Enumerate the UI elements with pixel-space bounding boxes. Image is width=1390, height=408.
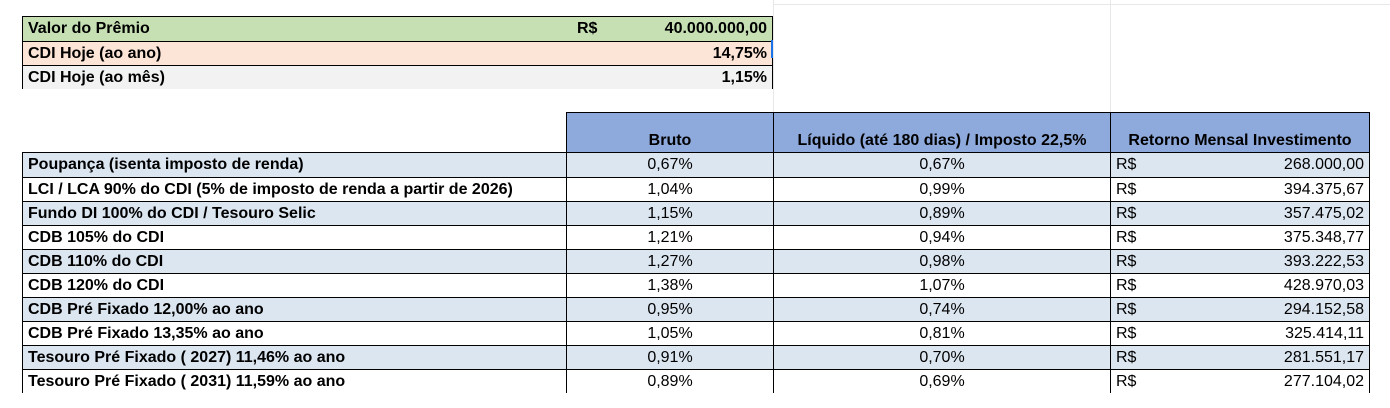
row-currency: R$ xyxy=(1116,156,1137,173)
row-retorno[interactable]: 357.475,02 xyxy=(1283,204,1364,222)
row-retorno[interactable]: 325.414,11 xyxy=(1285,324,1364,342)
table-row xyxy=(23,177,1369,201)
header-retorno[interactable]: Retorno Mensal Investimento xyxy=(1128,132,1352,149)
row-liquido[interactable]: 0,94% xyxy=(919,228,965,246)
premio-currency: R$ xyxy=(577,20,598,37)
row-bruto[interactable]: 1,04% xyxy=(647,180,693,198)
row-bruto[interactable]: 1,21% xyxy=(647,228,693,246)
premio-value[interactable]: 40.000.000,00 xyxy=(664,20,767,37)
cdi-ano-label[interactable]: CDI Hoje (ao ano) xyxy=(28,44,162,62)
row-bruto[interactable]: 1,27% xyxy=(647,252,693,270)
row-currency: R$ xyxy=(1116,324,1137,342)
table-row xyxy=(23,153,1369,177)
table-row xyxy=(23,369,1369,393)
table-row xyxy=(23,297,1369,321)
gridline xyxy=(773,4,1390,5)
row-bruto[interactable]: 1,15% xyxy=(647,204,693,222)
row-currency: R$ xyxy=(1116,372,1137,390)
column-divider xyxy=(1110,153,1111,177)
table-row xyxy=(23,225,1369,249)
row-name[interactable]: CDB Pré Fixado 13,35% ao ano xyxy=(28,324,264,342)
column-divider xyxy=(1110,226,1111,249)
row-bruto[interactable]: 0,91% xyxy=(647,348,693,366)
column-divider xyxy=(1110,202,1111,225)
row-liquido[interactable]: 0,89% xyxy=(919,204,965,222)
summary-table xyxy=(22,16,773,89)
column-divider xyxy=(1110,250,1111,273)
row-retorno[interactable]: 393.222,53 xyxy=(1283,252,1364,270)
premio-row xyxy=(23,17,772,41)
row-name[interactable]: LCI / LCA 90% do CDI (5% de imposto de renda a partir de 2026) xyxy=(28,180,513,198)
row-name[interactable]: Tesouro Pré Fixado ( 2027) 11,46% ao ano xyxy=(28,348,346,366)
table-header xyxy=(566,112,1370,153)
header-liquido[interactable]: Líquido (até 180 dias) / Imposto 22,5% xyxy=(797,132,1087,149)
row-name[interactable]: Fundo DI 100% do CDI / Tesouro Selic xyxy=(28,204,316,222)
row-bruto[interactable]: 0,67% xyxy=(647,156,693,173)
cell-cursor xyxy=(771,40,773,58)
row-liquido[interactable]: 0,81% xyxy=(919,324,965,342)
column-divider xyxy=(1110,346,1111,369)
cdi-ano-row xyxy=(23,41,772,65)
cdi-ano-value[interactable]: 14,75% xyxy=(712,44,767,62)
table-row xyxy=(23,321,1369,345)
row-bruto[interactable]: 0,89% xyxy=(647,372,693,390)
column-divider xyxy=(1110,178,1111,201)
row-bruto[interactable]: 0,95% xyxy=(647,300,693,318)
row-name[interactable]: CDB 120% do CDI xyxy=(28,276,165,294)
row-name[interactable]: CDB Pré Fixado 12,00% ao ano xyxy=(28,300,264,318)
header-bruto[interactable]: Bruto xyxy=(648,132,692,149)
row-currency: R$ xyxy=(1116,228,1137,246)
cdi-mes-label[interactable]: CDI Hoje (ao mês) xyxy=(28,68,165,86)
row-liquido[interactable]: 0,74% xyxy=(919,300,965,318)
table-row xyxy=(23,201,1369,225)
row-liquido[interactable]: 1,07% xyxy=(919,276,965,294)
row-retorno[interactable]: 375.348,77 xyxy=(1283,228,1364,246)
table-row xyxy=(23,249,1369,273)
row-liquido[interactable]: 0,67% xyxy=(919,156,965,173)
row-retorno[interactable]: 281.551,17 xyxy=(1283,348,1364,366)
row-name[interactable]: Poupança (isenta imposto de renda) xyxy=(28,156,304,173)
row-currency: R$ xyxy=(1116,300,1137,318)
investments-table xyxy=(22,152,1370,393)
row-bruto[interactable]: 1,38% xyxy=(647,276,693,294)
column-divider xyxy=(1110,322,1111,345)
row-currency: R$ xyxy=(1116,180,1137,198)
row-retorno[interactable]: 294.152,58 xyxy=(1283,300,1364,318)
gridline xyxy=(1110,0,1111,112)
cdi-mes-row xyxy=(23,65,772,89)
row-retorno[interactable]: 277.104,02 xyxy=(1283,372,1364,390)
column-divider xyxy=(1110,298,1111,321)
column-divider xyxy=(1110,370,1111,393)
row-currency: R$ xyxy=(1116,276,1137,294)
row-liquido[interactable]: 0,70% xyxy=(919,348,965,366)
row-currency: R$ xyxy=(1116,348,1137,366)
table-row xyxy=(23,273,1369,297)
row-name[interactable]: Tesouro Pré Fixado ( 2031) 11,59% ao ano xyxy=(28,372,346,390)
row-name[interactable]: CDB 105% do CDI xyxy=(28,228,165,246)
row-retorno[interactable]: 394.375,67 xyxy=(1283,180,1364,198)
gridline xyxy=(773,0,774,112)
row-retorno[interactable]: 268.000,00 xyxy=(1283,156,1364,173)
row-bruto[interactable]: 1,05% xyxy=(647,324,693,342)
row-retorno[interactable]: 428.970,03 xyxy=(1283,276,1364,294)
row-liquido[interactable]: 0,99% xyxy=(919,180,965,198)
cdi-mes-value[interactable]: 1,15% xyxy=(721,68,767,86)
row-currency: R$ xyxy=(1116,252,1137,270)
row-liquido[interactable]: 0,98% xyxy=(919,252,965,270)
table-row xyxy=(23,345,1369,369)
premio-label[interactable]: Valor do Prêmio xyxy=(28,20,150,37)
column-divider xyxy=(1110,274,1111,297)
row-liquido[interactable]: 0,69% xyxy=(919,372,965,390)
row-name[interactable]: CDB 110% do CDI xyxy=(28,252,164,270)
row-currency: R$ xyxy=(1116,204,1137,222)
